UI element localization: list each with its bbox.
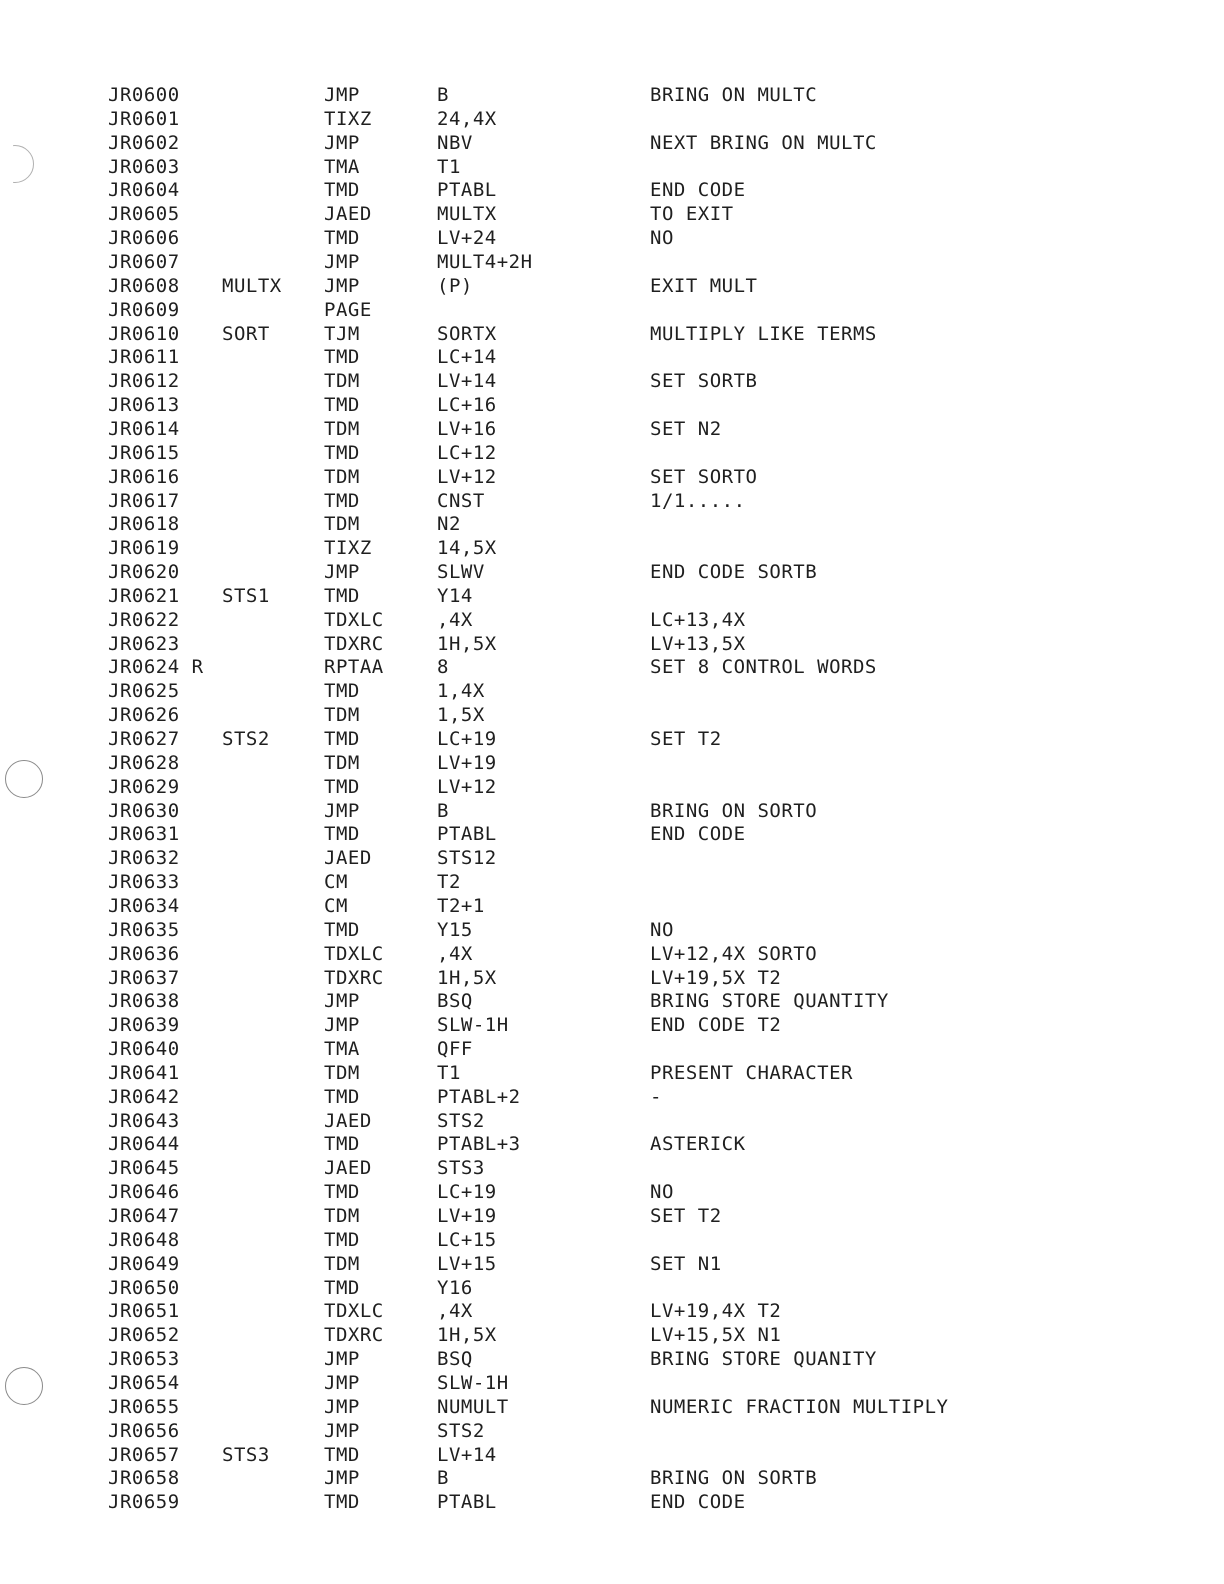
operand: SLW-1H xyxy=(437,1371,509,1394)
operand: LC+19 xyxy=(437,1181,497,1204)
sequence-number: JR0642 xyxy=(108,1085,180,1108)
opcode: JAED xyxy=(324,1109,372,1132)
sequence-number: JR0644 xyxy=(108,1133,180,1156)
comment: BRING ON MULTC xyxy=(650,84,818,106)
sequence-number: JR0631 xyxy=(108,823,180,846)
opcode: TMD xyxy=(324,227,360,250)
sequence-number: JR0624 R xyxy=(108,656,204,679)
sequence-number: JR0636 xyxy=(108,942,180,965)
listing-line xyxy=(0,775,1224,799)
operand: B xyxy=(437,799,449,822)
listing-line xyxy=(0,1490,1224,1514)
sequence-number: JR0658 xyxy=(108,1467,180,1490)
opcode: TJM xyxy=(324,322,360,345)
opcode: RPTAA xyxy=(324,656,384,679)
listing-line xyxy=(0,822,1224,846)
sequence-number: JR0635 xyxy=(108,918,180,941)
sequence-number: JR0648 xyxy=(108,1228,180,1251)
listing-line xyxy=(0,870,1224,894)
opcode: CM xyxy=(324,871,348,894)
operand: NUMULT xyxy=(437,1395,509,1418)
opcode: TMD xyxy=(324,1491,360,1514)
listing-line xyxy=(0,274,1224,298)
sequence-number: JR0615 xyxy=(108,441,180,464)
operand: PTABL xyxy=(437,823,497,846)
listing-line xyxy=(0,1276,1224,1300)
opcode: JMP xyxy=(324,561,360,583)
sequence-number: JR0601 xyxy=(108,107,180,130)
operand: STS2 xyxy=(437,1419,485,1442)
opcode: TDM xyxy=(324,704,360,727)
sequence-number: JR0623 xyxy=(108,632,180,655)
sequence-number: JR0657 xyxy=(108,1443,180,1466)
opcode: TMD xyxy=(324,1443,360,1466)
listing-line xyxy=(0,226,1224,250)
sequence-number: JR0611 xyxy=(108,346,180,369)
sequence-number: JR0610 xyxy=(108,322,180,345)
sequence-number: JR0649 xyxy=(108,1252,180,1275)
opcode: JAED xyxy=(324,203,372,226)
opcode: JMP xyxy=(324,799,360,822)
sequence-number: JR0628 xyxy=(108,751,180,774)
comment: END CODE SORTB xyxy=(650,561,818,583)
sequence-number: JR0602 xyxy=(108,131,180,154)
opcode: TMD xyxy=(324,179,360,202)
operand: MULTX xyxy=(437,203,497,226)
statement-label: SORT xyxy=(222,322,270,345)
opcode: TMD xyxy=(324,775,360,798)
sequence-number: JR0612 xyxy=(108,370,180,393)
opcode: CM xyxy=(324,894,348,917)
opcode: TIXZ xyxy=(324,107,372,130)
listing-line xyxy=(0,1252,1224,1276)
sequence-number: JR0603 xyxy=(108,155,180,178)
comment: BRING ON SORTB xyxy=(650,1467,818,1490)
opcode: TDXLC xyxy=(324,608,384,631)
operand: SORTX xyxy=(437,322,497,345)
comment: END CODE T2 xyxy=(650,1014,782,1037)
comment: NO xyxy=(650,227,674,250)
listing-line xyxy=(0,369,1224,393)
operand: T1 xyxy=(437,1061,461,1084)
operand: 8 xyxy=(437,656,449,679)
sequence-number: JR0637 xyxy=(108,966,180,989)
listing-line xyxy=(0,1443,1224,1467)
opcode: TMD xyxy=(324,1133,360,1156)
opcode: TMA xyxy=(324,155,360,178)
listing-line xyxy=(0,1156,1224,1180)
sequence-number: JR0613 xyxy=(108,394,180,417)
operand: T1 xyxy=(437,155,461,178)
statement-label: STS2 xyxy=(222,728,270,750)
operand: STS12 xyxy=(437,847,497,870)
comment: BRING STORE QUANTITY xyxy=(650,990,889,1013)
operand: LC+19 xyxy=(437,728,497,750)
sequence-number: JR0607 xyxy=(108,251,180,273)
comment: SET N1 xyxy=(650,1252,722,1275)
comment: TO EXIT xyxy=(650,203,734,226)
opcode: TMD xyxy=(324,441,360,464)
comment: NO xyxy=(650,1181,674,1204)
opcode: TMD xyxy=(324,1228,360,1251)
listing-line xyxy=(0,1037,1224,1061)
statement-label: MULTX xyxy=(222,274,282,297)
sequence-number: JR0653 xyxy=(108,1348,180,1371)
comment: EXIT MULT xyxy=(650,274,758,297)
comment: SET T2 xyxy=(650,1205,722,1227)
opcode: TMD xyxy=(324,680,360,703)
sequence-number: JR0646 xyxy=(108,1181,180,1204)
listing-line xyxy=(0,131,1224,155)
opcode: JMP xyxy=(324,1014,360,1037)
sequence-number: JR0640 xyxy=(108,1038,180,1060)
listing-line xyxy=(0,250,1224,274)
opcode: JMP xyxy=(324,131,360,154)
opcode: JMP xyxy=(324,1371,360,1394)
listing-line xyxy=(0,584,1224,608)
listing-line xyxy=(0,1132,1224,1156)
operand: PTABL+2 xyxy=(437,1085,521,1108)
sequence-number: JR0618 xyxy=(108,513,180,536)
comment: - xyxy=(650,1085,662,1108)
listing-line xyxy=(0,178,1224,202)
operand: 1H,5X xyxy=(437,1324,497,1347)
opcode: TMD xyxy=(324,918,360,941)
comment: NUMERIC FRACTION MULTIPLY xyxy=(650,1395,949,1418)
listing-line xyxy=(0,799,1224,823)
operand: LV+12 xyxy=(437,465,497,488)
opcode: TMD xyxy=(324,1181,360,1204)
comment: BRING STORE QUANITY xyxy=(650,1348,877,1371)
comment: PRESENT CHARACTER xyxy=(650,1061,853,1084)
operand: LV+14 xyxy=(437,1443,497,1466)
operand: PTABL xyxy=(437,1491,497,1514)
listing-line xyxy=(0,632,1224,656)
comment: NEXT BRING ON MULTC xyxy=(650,131,877,154)
opcode: TMD xyxy=(324,823,360,846)
operand: QFF xyxy=(437,1038,473,1060)
operand: (P) xyxy=(437,274,473,297)
opcode: TMD xyxy=(324,346,360,369)
comment: END CODE xyxy=(650,1491,746,1514)
opcode: TDM xyxy=(324,1061,360,1084)
sequence-number: JR0605 xyxy=(108,203,180,226)
operand: LC+15 xyxy=(437,1228,497,1251)
operand: LC+12 xyxy=(437,441,497,464)
operand: ,4X xyxy=(437,1300,473,1323)
operand: N2 xyxy=(437,513,461,536)
operand: LC+14 xyxy=(437,346,497,369)
listing-line xyxy=(0,202,1224,226)
listing-line xyxy=(0,1180,1224,1204)
operand: Y16 xyxy=(437,1276,473,1299)
sequence-number: JR0620 xyxy=(108,561,180,583)
operand: STS2 xyxy=(437,1109,485,1132)
opcode: TMA xyxy=(324,1038,360,1060)
sequence-number: JR0608 xyxy=(108,274,180,297)
operand: LV+24 xyxy=(437,227,497,250)
comment: END CODE xyxy=(650,179,746,202)
opcode: TDM xyxy=(324,417,360,440)
sequence-number: JR0614 xyxy=(108,417,180,440)
sequence-number: JR0609 xyxy=(108,298,180,321)
comment: SET SORTB xyxy=(650,370,758,393)
listing-line xyxy=(0,942,1224,966)
operand: Y15 xyxy=(437,918,473,941)
operand: B xyxy=(437,84,449,106)
operand: LV+16 xyxy=(437,417,497,440)
opcode: JAED xyxy=(324,847,372,870)
sequence-number: JR0617 xyxy=(108,489,180,512)
operand: NBV xyxy=(437,131,473,154)
listing-line xyxy=(0,536,1224,560)
operand: LV+12 xyxy=(437,775,497,798)
comment: 1/1..... xyxy=(650,489,746,512)
sequence-number: JR0638 xyxy=(108,990,180,1013)
sequence-number: JR0655 xyxy=(108,1395,180,1418)
opcode: TDM xyxy=(324,751,360,774)
opcode: TDXLC xyxy=(324,942,384,965)
sequence-number: JR0647 xyxy=(108,1205,180,1227)
opcode: JMP xyxy=(324,1467,360,1490)
listing-line xyxy=(0,751,1224,775)
opcode: TDXRC xyxy=(324,966,384,989)
listing-line xyxy=(0,1109,1224,1133)
sequence-number: JR0633 xyxy=(108,871,180,894)
listing-line xyxy=(0,417,1224,441)
comment: NO xyxy=(650,918,674,941)
sequence-number: JR0634 xyxy=(108,894,180,917)
operand: MULT4+2H xyxy=(437,251,533,273)
comment: ASTERICK xyxy=(650,1133,746,1156)
opcode: JMP xyxy=(324,1395,360,1418)
listing-line xyxy=(0,1347,1224,1371)
listing-line xyxy=(0,679,1224,703)
operand: BSQ xyxy=(437,1348,473,1371)
operand: 1,4X xyxy=(437,680,485,703)
listing-line xyxy=(0,1466,1224,1490)
operand: LV+19 xyxy=(437,1205,497,1227)
operand: LV+15 xyxy=(437,1252,497,1275)
listing-line xyxy=(0,465,1224,489)
listing-line xyxy=(0,83,1224,107)
operand: STS3 xyxy=(437,1157,485,1180)
listing-line xyxy=(0,1395,1224,1419)
sequence-number: JR0656 xyxy=(108,1419,180,1442)
opcode: TMD xyxy=(324,489,360,512)
comment: LV+19,5X T2 xyxy=(650,966,782,989)
opcode: TDM xyxy=(324,370,360,393)
comment: LV+13,5X xyxy=(650,632,746,655)
operand: LV+19 xyxy=(437,751,497,774)
opcode: TDM xyxy=(324,513,360,536)
statement-label: STS1 xyxy=(222,584,270,607)
opcode: JMP xyxy=(324,1348,360,1371)
listing-line xyxy=(0,727,1224,751)
sequence-number: JR0659 xyxy=(108,1491,180,1514)
listing-line xyxy=(0,655,1224,679)
operand: BSQ xyxy=(437,990,473,1013)
operand: PTABL+3 xyxy=(437,1133,521,1156)
operand: SLWV xyxy=(437,561,485,583)
listing-line xyxy=(0,512,1224,536)
listing-line xyxy=(0,1228,1224,1252)
sequence-number: JR0622 xyxy=(108,608,180,631)
comment: LV+19,4X T2 xyxy=(650,1300,782,1323)
operand: T2+1 xyxy=(437,894,485,917)
listing-line xyxy=(0,1299,1224,1323)
sequence-number: JR0639 xyxy=(108,1014,180,1037)
listing-line xyxy=(0,155,1224,179)
opcode: TDXRC xyxy=(324,632,384,655)
sequence-number: JR0600 xyxy=(108,84,180,106)
comment: MULTIPLY LIKE TERMS xyxy=(650,322,877,345)
comment: LV+15,5X N1 xyxy=(650,1324,782,1347)
opcode: TDXLC xyxy=(324,1300,384,1323)
opcode: JMP xyxy=(324,251,360,273)
listing-line xyxy=(0,918,1224,942)
sequence-number: JR0606 xyxy=(108,227,180,250)
opcode: TMD xyxy=(324,584,360,607)
sequence-number: JR0643 xyxy=(108,1109,180,1132)
listing-line xyxy=(0,1323,1224,1347)
opcode: JMP xyxy=(324,1419,360,1442)
sequence-number: JR0627 xyxy=(108,728,180,750)
listing-line xyxy=(0,298,1224,322)
opcode: TIXZ xyxy=(324,537,372,560)
sequence-number: JR0625 xyxy=(108,680,180,703)
sequence-number: JR0630 xyxy=(108,799,180,822)
comment: LV+12,4X SORTO xyxy=(650,942,818,965)
sequence-number: JR0616 xyxy=(108,465,180,488)
operand: ,4X xyxy=(437,608,473,631)
opcode: TDM xyxy=(324,1205,360,1227)
listing-line xyxy=(0,1371,1224,1395)
listing-line xyxy=(0,608,1224,632)
listing-line xyxy=(0,1204,1224,1228)
sequence-number: JR0650 xyxy=(108,1276,180,1299)
comment: BRING ON SORTO xyxy=(650,799,818,822)
operand: 24,4X xyxy=(437,107,497,130)
comment: SET 8 CONTROL WORDS xyxy=(650,656,877,679)
sequence-number: JR0619 xyxy=(108,537,180,560)
sequence-number: JR0654 xyxy=(108,1371,180,1394)
listing-line xyxy=(0,1419,1224,1443)
listing-line xyxy=(0,989,1224,1013)
opcode: TMD xyxy=(324,1276,360,1299)
opcode: TDM xyxy=(324,465,360,488)
operand: CNST xyxy=(437,489,485,512)
operand: ,4X xyxy=(437,942,473,965)
opcode: TMD xyxy=(324,394,360,417)
listing-line xyxy=(0,703,1224,727)
listing-line xyxy=(0,846,1224,870)
listing-line xyxy=(0,393,1224,417)
operand: 1,5X xyxy=(437,704,485,727)
sequence-number: JR0641 xyxy=(108,1061,180,1084)
listing-line xyxy=(0,966,1224,990)
statement-label: STS3 xyxy=(222,1443,270,1466)
operand: PTABL xyxy=(437,179,497,202)
sequence-number: JR0632 xyxy=(108,847,180,870)
operand: SLW-1H xyxy=(437,1014,509,1037)
comment: LC+13,4X xyxy=(650,608,746,631)
listing-line xyxy=(0,107,1224,131)
sequence-number: JR0626 xyxy=(108,704,180,727)
listing-line xyxy=(0,489,1224,513)
operand: LV+14 xyxy=(437,370,497,393)
sequence-number: JR0604 xyxy=(108,179,180,202)
operand: LC+16 xyxy=(437,394,497,417)
opcode: JMP xyxy=(324,274,360,297)
listing-line xyxy=(0,1085,1224,1109)
listing-line xyxy=(0,441,1224,465)
listing-line xyxy=(0,894,1224,918)
opcode: TMD xyxy=(324,1085,360,1108)
listing-line xyxy=(0,1061,1224,1085)
opcode: TMD xyxy=(324,728,360,750)
listing-line xyxy=(0,560,1224,584)
comment: SET SORTO xyxy=(650,465,758,488)
listing-line xyxy=(0,345,1224,369)
opcode: PAGE xyxy=(324,298,372,321)
operand: B xyxy=(437,1467,449,1490)
opcode: JAED xyxy=(324,1157,372,1180)
operand: 14,5X xyxy=(437,537,497,560)
opcode: JMP xyxy=(324,990,360,1013)
operand: Y14 xyxy=(437,584,473,607)
operand: 1H,5X xyxy=(437,632,497,655)
operand: 1H,5X xyxy=(437,966,497,989)
listing-line xyxy=(0,1013,1224,1037)
opcode: TDM xyxy=(324,1252,360,1275)
sequence-number: JR0651 xyxy=(108,1300,180,1323)
comment: SET T2 xyxy=(650,728,722,750)
sequence-number: JR0652 xyxy=(108,1324,180,1347)
opcode: TDXRC xyxy=(324,1324,384,1347)
listing-line xyxy=(0,322,1224,346)
sequence-number: JR0629 xyxy=(108,775,180,798)
comment: END CODE xyxy=(650,823,746,846)
comment: SET N2 xyxy=(650,417,722,440)
sequence-number: JR0621 xyxy=(108,584,180,607)
sequence-number: JR0645 xyxy=(108,1157,180,1180)
operand: T2 xyxy=(437,871,461,894)
opcode: JMP xyxy=(324,84,360,106)
